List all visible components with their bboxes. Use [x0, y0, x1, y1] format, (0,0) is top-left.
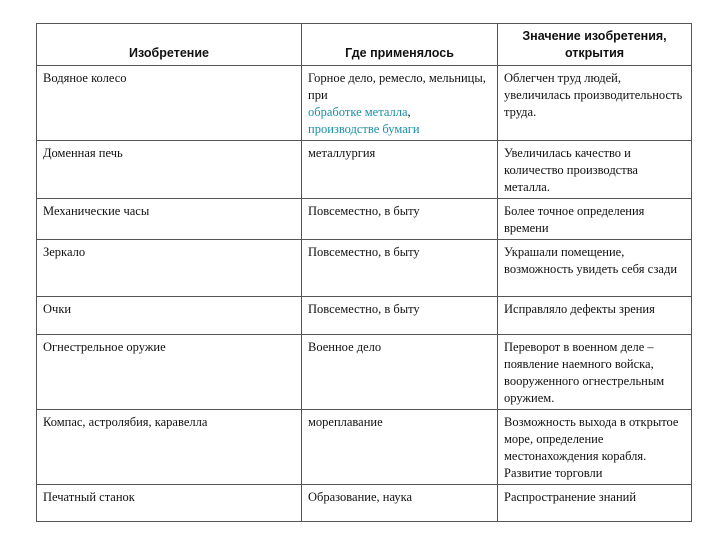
cell-meaning: Более точное определения времени: [498, 199, 692, 240]
header-where-used: Где применялось: [302, 24, 498, 66]
cell-invention: Очки: [37, 297, 302, 335]
cell-where-used: Повсеместно, в быту: [302, 199, 498, 240]
cell-invention: Механические часы: [37, 199, 302, 240]
link-metal-processing[interactable]: обработке металла: [308, 105, 408, 119]
where-text: Горное дело, ремесло, мельницы, при: [308, 71, 486, 102]
cell-meaning: Распространение знаний: [498, 485, 692, 522]
table-row: [37, 485, 692, 522]
cell-invention: Печатный станок: [37, 485, 302, 522]
cell-invention: Огнестрельное оружие: [37, 335, 302, 410]
table-row: [37, 335, 692, 410]
header-meaning: Значение изобретения, открытия: [498, 24, 692, 66]
cell-where-used: Образование, наука: [302, 485, 498, 522]
inventions-table: [36, 23, 692, 522]
cell-invention: Зеркало: [37, 240, 302, 297]
cell-where-used: металлургия: [302, 141, 498, 199]
table-row: [37, 141, 692, 199]
cell-where-used: Повсеместно, в быту: [302, 240, 498, 297]
cell-meaning: Переворот в военном деле – появление наемного войска, вооруженного огнестрельным оружием.: [498, 335, 692, 410]
table-row: [37, 410, 692, 485]
table-row: [37, 66, 692, 141]
cell-where-used: Военное дело: [302, 335, 498, 410]
cell-invention: Компас, астролябия, каравелла: [37, 410, 302, 485]
where-separator: ,: [407, 105, 411, 119]
cell-meaning: Возможность выхода в открытое море, определение местонахождения корабля. Развитие торговли: [498, 410, 692, 485]
cell-meaning: Увеличилась качество и количество производства металла.: [498, 141, 692, 199]
table-row: [37, 297, 692, 335]
cell-meaning: Исправляло дефекты зрения: [498, 297, 692, 335]
cell-where-used: [302, 66, 498, 141]
cell-meaning: Облегчен труд людей, увеличилась производительность труда.: [498, 66, 692, 141]
header-invention: Изобретение: [37, 24, 302, 66]
cell-meaning: Украшали помещение, возможность увидеть себя сзади: [498, 240, 692, 297]
cell-where-used: Повсеместно, в быту: [302, 297, 498, 335]
cell-invention: Доменная печь: [37, 141, 302, 199]
table-row: [37, 199, 692, 240]
cell-invention: Водяное колесо: [37, 66, 302, 141]
table-row: [37, 240, 692, 297]
link-paper-production[interactable]: производстве бумаги: [308, 122, 420, 136]
cell-where-used: мореплавание: [302, 410, 498, 485]
header-row: [37, 24, 692, 66]
